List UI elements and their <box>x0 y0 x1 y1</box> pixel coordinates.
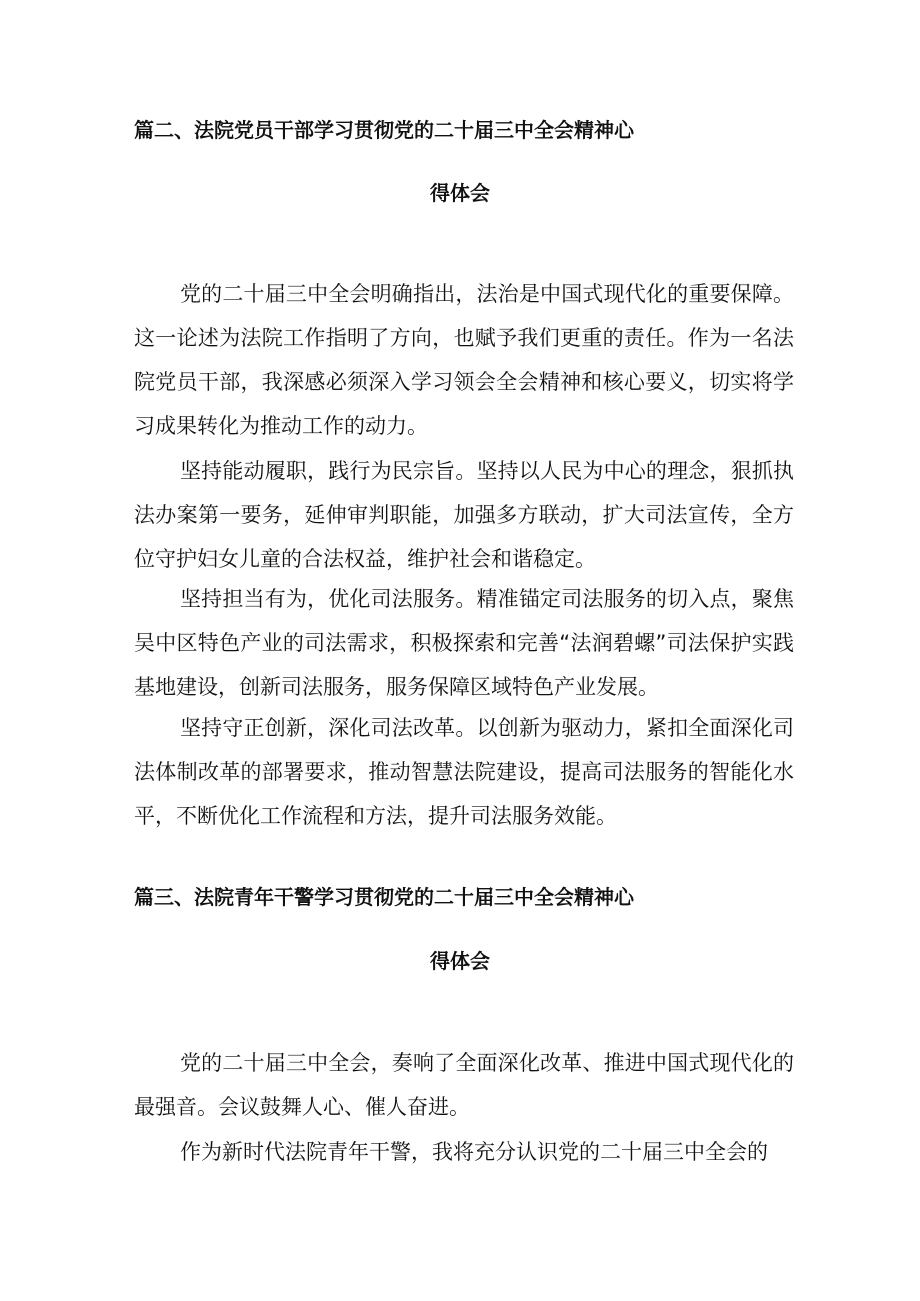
section2-paragraph-2: 坚持能动履职，践行为民宗旨。坚持以人民为中心的理念，狠抓执法办案第一要务，延伸审判职能，加强多方联动，扩大司法宣传，全方位守护妇女儿童的合法权益，维护社会和谐稳定。 <box>134 459 794 571</box>
section3-paragraph-2: 作为新时代法院青年干警，我将充分认识党的二十届三中全会的 <box>180 1140 768 1164</box>
section2-paragraph-3: 坚持担当有为，优化司法服务。精准锚定司法服务的切入点，聚焦吴中区特色产业的司法需求，积极探索和完善“法润碧螺”司法保护实践基地建设，创新司法服务，服务保障区域特色产业发展。 <box>134 587 794 699</box>
section2-paragraph-4: 坚持守正创新，深化司法改革。以创新为驱动力，紧扣全面深化司法体制改革的部署要求，推动智慧法院建设，提高司法服务的智能化水平，不断优化工作流程和方法，提升司法服务效能。 <box>134 716 794 828</box>
section3-paragraph-1: 党的二十届三中全会，奏响了全面深化改革、推进中国式现代化的最强音。会议鼓舞人心、催人奋进。 <box>134 1051 794 1119</box>
section3-title-line1: 篇三、法院青年干警学习贯彻党的二十届三中全会精神心 <box>134 885 634 909</box>
section2-title-line2: 得体会 <box>430 181 490 205</box>
section2-paragraph-1: 党的二十届三中全会明确指出，法治是中国式现代化的重要保障。这一论述为法院工作指明了方向，也赋予我们更重的责任。作为一名法院党员干部，我深感必须深入学习领会全会精神和核心要义，切实将学习成果转化为推动工作的动力。 <box>134 282 794 438</box>
section2-title-line1: 篇二、法院党员干部学习贯彻党的二十届三中全会精神心 <box>134 118 634 142</box>
section3-title-line2: 得体会 <box>430 949 490 973</box>
